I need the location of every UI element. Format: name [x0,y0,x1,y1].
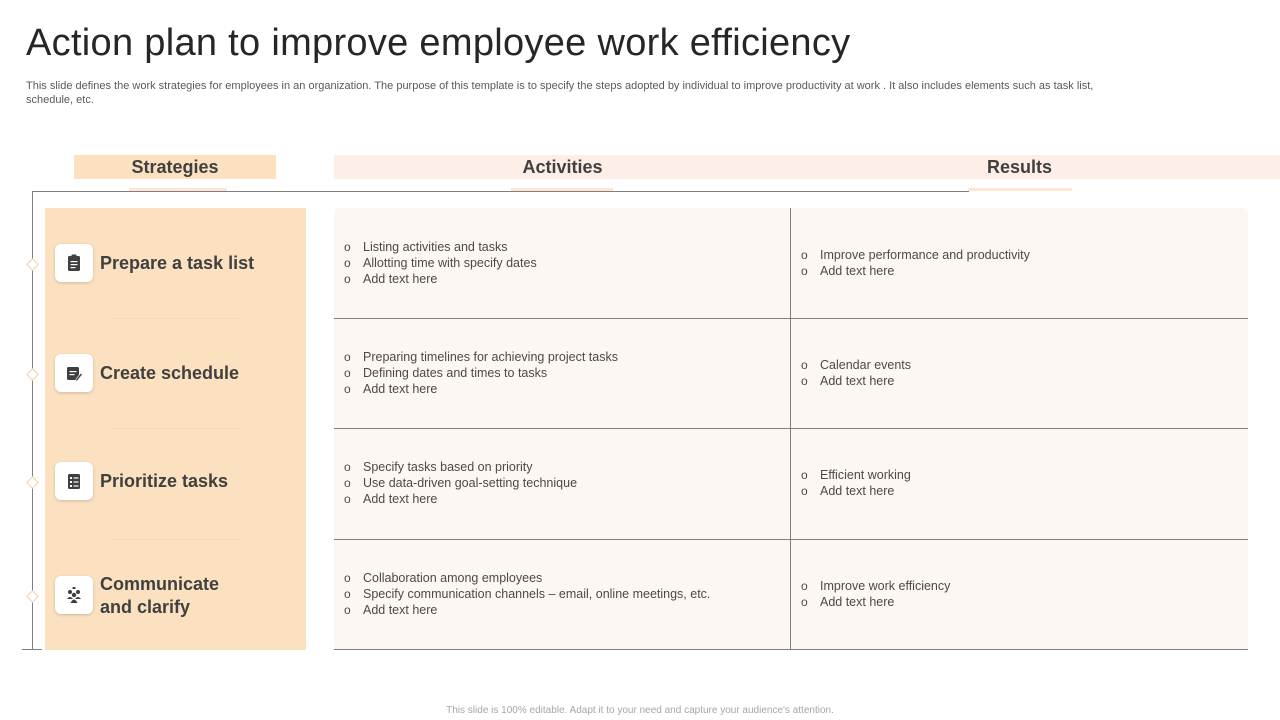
clipboard-icon [55,244,93,282]
list-item: o Add text here [801,594,950,610]
header-connector-line [32,191,969,192]
list-item: o Add text here [801,483,911,499]
list-item: o Calendar events [801,357,911,373]
activities-cell [344,208,784,318]
results-list [801,467,911,499]
strategy-separator [111,539,241,540]
list-item: o Preparing timelines for achieving project tasks [344,349,618,365]
activities-cell [344,318,784,428]
list-item: o Improve performance and productivity [801,247,1030,263]
list-item: o Add text here [344,602,710,618]
timeline-marker [26,368,39,381]
list-item: o Collaboration among employees [344,570,710,586]
timeline-marker [26,476,39,489]
schedule-icon [55,354,93,392]
list-item: o Defining dates and times to tasks [344,365,618,381]
list-item: o Specify tasks based on priority [344,459,577,475]
page-title: Action plan to improve employee work efficiency [26,22,851,64]
results-list [801,578,950,610]
activities-header: Activities [522,157,603,177]
results-header: Results [986,157,1053,177]
list-item: o Add text here [344,381,618,397]
activities-list [344,570,710,618]
strategies-header: Strategies [74,155,276,179]
list-item: o Add text here [801,263,1030,279]
activities-cell [344,539,784,649]
list-item: o Allotting time with specify dates [344,255,537,271]
list-item: o Add text here [801,373,911,389]
footer-note: This slide is 100% editable. Adapt it to your need and capture your audience's attention. [446,705,834,716]
results-cell [801,539,1241,649]
timeline-marker [26,590,39,603]
results-list [801,357,911,389]
header-underline-results [968,188,1072,191]
strategy-separator [111,428,241,429]
strategy-label: Communicate and clarify [100,574,220,617]
strategy-label: Create schedule [100,363,240,383]
page-subtitle: This slide defines the work strategies for employees in an organization. The purpose of this template is to specify the steps adopted by individual to improve productivity at work . It also includes elements such as task list, schedule, etc. [26,80,1094,106]
list-item: o Efficient working [801,467,911,483]
timeline-end-cap [22,649,42,650]
strategy-label: Prioritize tasks [100,471,229,491]
results-cell [801,428,1241,538]
list-item: o Add text here [344,271,537,287]
list-item: o Listing activities and tasks [344,239,537,255]
strategy-label: Prepare a task list [100,253,255,273]
list-item: o Specify communication channels – email, online meetings, etc. [344,586,710,602]
results-list [801,247,1030,279]
activities-cell [344,428,784,538]
checklist-icon [55,462,93,500]
timeline-marker [26,258,39,271]
list-item: o Use data-driven goal-setting technique [344,475,577,491]
list-item: o Improve work efficiency [801,578,950,594]
activities-list [344,459,577,507]
strategy-separator [111,318,241,319]
results-cell [801,208,1241,318]
list-item: o Add text here [344,491,577,507]
activities-list [344,349,618,397]
results-cell [801,318,1241,428]
team-communication-icon [55,576,93,614]
row-divider [334,649,1248,650]
activities-list [344,239,537,287]
column-divider [790,208,791,650]
